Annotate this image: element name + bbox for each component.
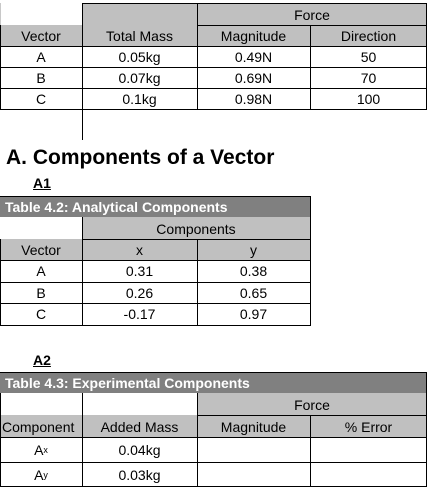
a1-label: A1 (33, 175, 51, 191)
component-base: A (34, 442, 44, 458)
table-cell: B (36, 285, 46, 301)
col-header-component: Component (2, 418, 75, 435)
force-group-header: Force (294, 396, 330, 413)
table-cell: 0.1kg (122, 91, 157, 107)
table-cell: 0.38 (239, 263, 268, 279)
table-title: Table 4.3: Experimental Components (0, 372, 427, 393)
table-cell: 0.03kg (118, 467, 161, 483)
col-header-direction: Direction (340, 28, 397, 44)
a2-label: A2 (33, 352, 51, 368)
table-cell: C (35, 306, 47, 322)
table-cell: 0.49N (234, 49, 273, 65)
component-subscript: x (43, 444, 48, 455)
table-cell: 0.65 (239, 285, 268, 301)
col-header-percent-error: % Error (344, 418, 393, 435)
col-header-magnitude: Magnitude (220, 28, 287, 44)
table-cell: 0.26 (125, 285, 154, 301)
component-label (0, 463, 82, 487)
table-cell: A (36, 263, 46, 279)
col-header-magnitude: Magnitude (220, 418, 287, 435)
section-heading: A. Components of a Vector (6, 146, 275, 169)
force-group-header: Force (294, 6, 330, 23)
components-group-header: Components (156, 220, 236, 237)
component-subscript: y (43, 469, 48, 480)
table-cell: A (36, 49, 46, 65)
table-cell: 70 (360, 70, 377, 86)
table-cell: 0.04kg (118, 442, 161, 458)
table-cell: 0.07kg (118, 70, 161, 86)
component-base: A (34, 467, 44, 483)
table-cell: 50 (360, 49, 377, 65)
component-label (0, 438, 82, 462)
table-cell: 0.98N (234, 91, 273, 107)
table-cell: 0.97 (239, 306, 268, 322)
col-header-total-mass: Total Mass (106, 28, 173, 44)
table-cell: 0.05kg (118, 49, 161, 65)
table-cell: 0.69N (234, 70, 273, 86)
col-header-x: x (136, 242, 143, 258)
col-header-added-mass: Added Mass (100, 418, 179, 435)
table-cell: B (36, 70, 46, 86)
col-header-vector: Vector (21, 242, 61, 258)
col-header-y: y (250, 242, 257, 258)
table-title: Table 4.2: Analytical Components (0, 196, 310, 217)
col-header-vector: Vector (21, 28, 61, 44)
table-cell: 0.31 (125, 263, 154, 279)
table-cell: C (35, 91, 47, 107)
table-cell: 100 (356, 91, 381, 107)
table-cell: -0.17 (123, 306, 156, 322)
